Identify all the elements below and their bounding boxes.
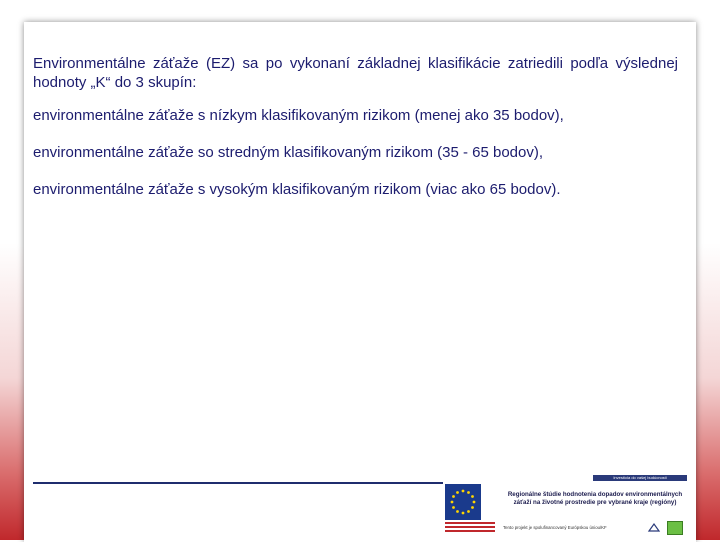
list-item-low-risk: environmentálne záťaže s nízkym klasifikovaným rizikom (menej ako 35 bodov), xyxy=(33,107,564,124)
list-item-medium-risk: environmentálne záťaže so stredným klasifikovaným rizikom (35 - 65 bodov), xyxy=(33,144,544,161)
red-stripes-decoration xyxy=(445,522,495,536)
project-title: Regionálne štúdie hodnotenia dopadov environmentálnych záťaží na životné prostredie pre vybrané kraje (regióny) xyxy=(507,491,683,506)
list-item-high-risk: environmentálne záťaže s vysokým klasifikovaným rizikom (viac ako 65 bodov). xyxy=(33,181,561,198)
environment-logo-icon xyxy=(667,521,683,535)
footer-tagline: Investícia do vašej budúcnosti xyxy=(593,475,687,481)
slide-content xyxy=(33,54,678,199)
slide xyxy=(24,22,696,542)
eu-flag-icon xyxy=(445,484,481,520)
intro-paragraph: Environmentálne záťaže (EZ) sa po vykonaní základnej klasifikácie zatriedili podľa výslednej hodnoty „K“ do 3 skupín: xyxy=(33,55,678,91)
partner-logo-icon xyxy=(647,521,661,535)
cofinancing-note: Tento projekt je spolufinancovaný Európskou úniou/KF xyxy=(503,525,607,530)
footer-logos xyxy=(443,462,687,540)
